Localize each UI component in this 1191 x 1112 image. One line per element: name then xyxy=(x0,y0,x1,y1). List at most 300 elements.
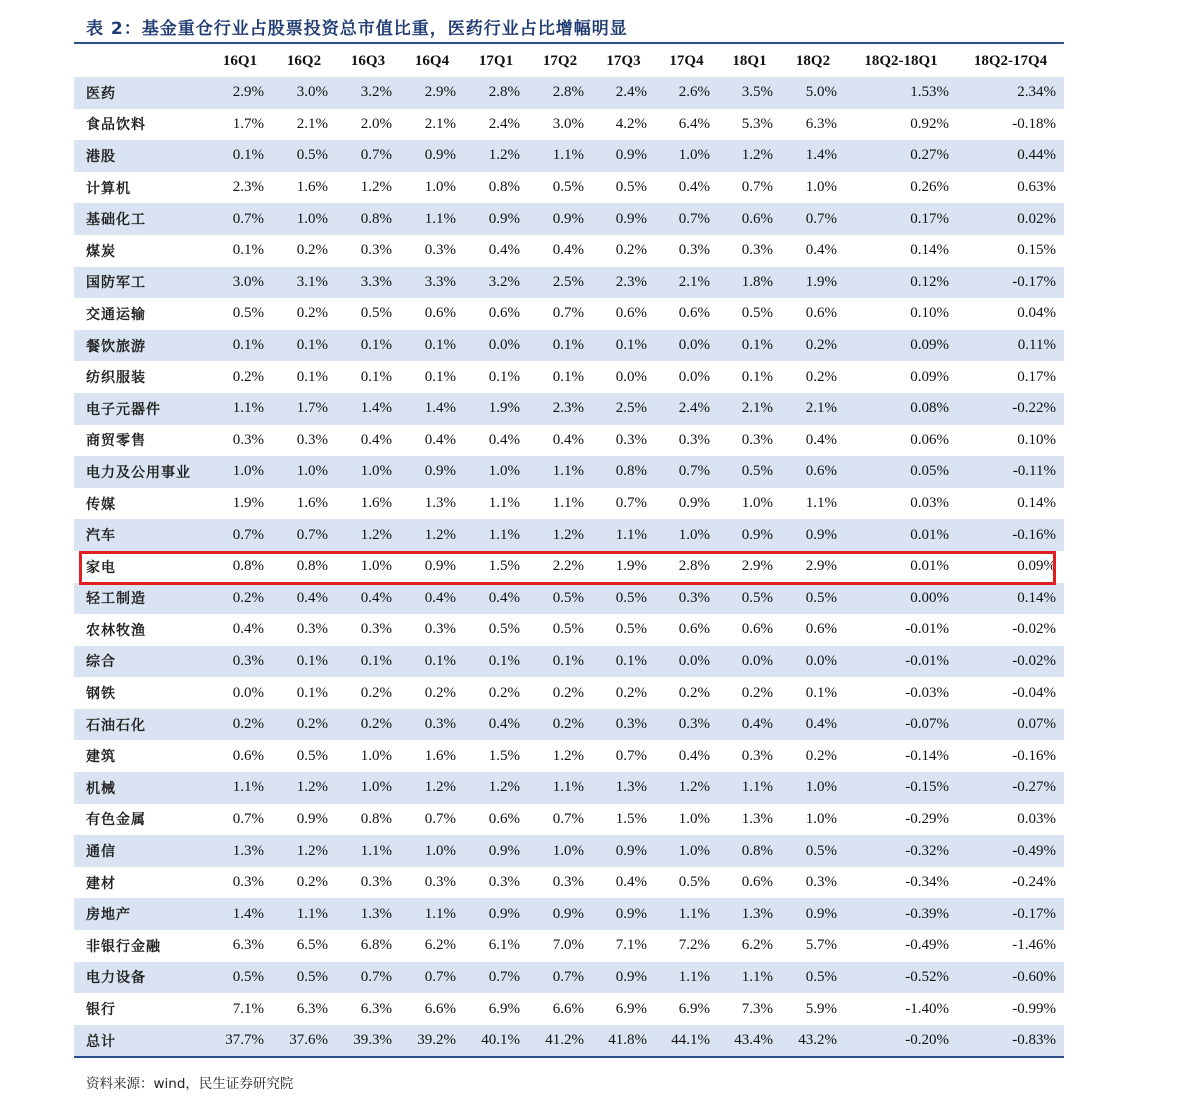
value-cell: 0.9% xyxy=(592,140,655,172)
industry-name: 非银行金融 xyxy=(86,938,161,955)
table-row xyxy=(74,583,1064,615)
value-cell: 0.3% xyxy=(741,747,773,764)
value-cell: 3.3% xyxy=(336,267,400,299)
value-cell: 0.3% xyxy=(296,431,328,448)
value-cell: 0.5% xyxy=(592,583,655,615)
value-cell: 1.6% xyxy=(296,179,328,196)
value-cell: 0.09% xyxy=(1017,558,1056,575)
value-cell: 0.1% xyxy=(208,330,272,362)
value-cell: 0.8% xyxy=(718,835,781,867)
value-cell: 0.5% xyxy=(488,621,520,638)
value-cell: 1.0% xyxy=(336,456,400,488)
value-cell: 0.5% xyxy=(781,962,845,994)
value-cell: 1.2% xyxy=(464,140,528,172)
industry-name: 银行 xyxy=(86,1002,116,1019)
table-row xyxy=(74,709,1064,741)
value-cell: 1.0% xyxy=(805,179,837,196)
table-row xyxy=(74,551,1064,583)
value-cell: 41.8% xyxy=(592,1025,655,1058)
value-cell: -0.01% xyxy=(905,621,949,638)
table-row xyxy=(74,488,1064,520)
value-cell: 1.2% xyxy=(655,772,718,804)
value-cell: 0.3% xyxy=(678,242,710,259)
value-cell: 0.5% xyxy=(615,621,647,638)
industry-name: 交通运输 xyxy=(86,306,146,323)
industry-name: 石油石化 xyxy=(74,709,208,741)
value-cell: 1.53% xyxy=(845,77,957,109)
table-row xyxy=(74,393,1064,425)
value-cell: 1.9% xyxy=(464,393,528,425)
industry-name: 医药 xyxy=(74,77,208,109)
value-cell: 2.1% xyxy=(655,267,718,299)
value-cell: 0.3% xyxy=(232,431,264,448)
value-cell: 0.6% xyxy=(805,305,837,322)
header-period: 17Q2 xyxy=(542,53,578,69)
value-cell: 0.10% xyxy=(1017,431,1056,448)
value-cell: 1.1% xyxy=(655,898,718,930)
value-cell: 0.1% xyxy=(336,330,400,362)
value-cell: 0.14% xyxy=(910,242,949,259)
industry-name: 总计 xyxy=(74,1025,208,1058)
value-cell: -0.29% xyxy=(905,810,949,827)
value-cell: 0.1% xyxy=(464,646,528,678)
value-cell: 2.1% xyxy=(424,115,456,132)
value-cell: 7.0% xyxy=(552,937,584,954)
value-cell: 1.1% xyxy=(208,772,272,804)
value-cell: 1.1% xyxy=(718,962,781,994)
value-cell: 2.1% xyxy=(781,393,845,425)
value-cell: 0.7% xyxy=(615,747,647,764)
value-cell: -0.32% xyxy=(845,835,957,867)
value-cell: 1.6% xyxy=(360,495,392,512)
value-cell: 0.4% xyxy=(678,179,710,196)
value-cell: 39.2% xyxy=(400,1025,464,1058)
value-cell: 0.2% xyxy=(296,305,328,322)
value-cell: 1.2% xyxy=(528,519,592,551)
industry-name: 煤炭 xyxy=(86,243,116,260)
value-cell: 0.4% xyxy=(232,621,264,638)
industry-name: 房地产 xyxy=(74,898,208,930)
value-cell: 0.2% xyxy=(296,874,328,891)
value-cell: 1.0% xyxy=(360,747,392,764)
value-cell: -0.03% xyxy=(905,684,949,701)
value-cell: 0.4% xyxy=(718,709,781,741)
value-cell: 0.09% xyxy=(910,368,949,385)
value-cell: 6.3% xyxy=(805,115,837,132)
industry-name: 钢铁 xyxy=(86,686,116,703)
value-cell: 0.5% xyxy=(552,621,584,638)
value-cell: 6.9% xyxy=(678,1000,710,1017)
header-period: 18Q2-18Q1 xyxy=(864,53,938,69)
value-cell: 1.0% xyxy=(464,456,528,488)
value-cell: 37.7% xyxy=(208,1025,272,1058)
value-cell: 0.3% xyxy=(296,621,328,638)
value-cell: 1.1% xyxy=(528,140,592,172)
value-cell: 0.9% xyxy=(528,898,592,930)
value-cell: 2.3% xyxy=(528,393,592,425)
value-cell: 0.5% xyxy=(781,583,845,615)
table-row xyxy=(74,203,1064,235)
table-row xyxy=(74,804,1064,836)
value-cell: 1.0% xyxy=(360,558,392,575)
value-cell: 0.3% xyxy=(678,431,710,448)
value-cell: 0.1% xyxy=(528,646,592,678)
table-row xyxy=(74,425,1064,457)
value-cell: 0.0% xyxy=(678,368,710,385)
table-row xyxy=(74,646,1064,678)
value-cell: 0.63% xyxy=(1017,179,1056,196)
value-cell: 0.1% xyxy=(488,368,520,385)
value-cell: 6.6% xyxy=(424,1000,456,1017)
value-cell: 1.3% xyxy=(741,810,773,827)
value-cell: 1.0% xyxy=(272,456,336,488)
value-cell: 0.7% xyxy=(424,810,456,827)
value-cell: 0.9% xyxy=(718,519,781,551)
value-cell: 0.27% xyxy=(845,140,957,172)
value-cell: 1.2% xyxy=(272,772,336,804)
header-period: 16Q1 xyxy=(222,53,258,69)
value-cell: 1.6% xyxy=(296,495,328,512)
value-cell: 0.3% xyxy=(360,621,392,638)
industry-name: 电力设备 xyxy=(74,962,208,994)
value-cell: 0.9% xyxy=(464,835,528,867)
value-cell: 7.1% xyxy=(615,937,647,954)
value-cell: 0.04% xyxy=(1017,305,1056,322)
value-cell: 0.2% xyxy=(678,684,710,701)
value-cell: 0.7% xyxy=(464,962,528,994)
value-cell: 0.2% xyxy=(424,684,456,701)
value-cell: 0.6% xyxy=(718,203,781,235)
value-cell: 1.1% xyxy=(488,495,520,512)
value-cell: 0.6% xyxy=(488,810,520,827)
value-cell: -0.14% xyxy=(905,747,949,764)
value-cell: 0.2% xyxy=(296,242,328,259)
value-cell: -0.17% xyxy=(957,267,1064,299)
value-cell: 3.2% xyxy=(464,267,528,299)
value-cell: 1.0% xyxy=(655,835,718,867)
value-cell: 6.2% xyxy=(424,937,456,954)
value-cell: 1.2% xyxy=(336,519,400,551)
value-cell: 0.4% xyxy=(488,431,520,448)
value-cell: 0.2% xyxy=(336,709,400,741)
value-cell: 0.8% xyxy=(360,810,392,827)
value-cell: 0.6% xyxy=(488,305,520,322)
value-cell: 0.07% xyxy=(957,709,1064,741)
value-cell: 0.3% xyxy=(424,874,456,891)
value-cell: 2.0% xyxy=(360,115,392,132)
value-cell: 0.17% xyxy=(845,203,957,235)
value-cell: 3.3% xyxy=(400,267,464,299)
value-cell: -0.16% xyxy=(957,519,1064,551)
value-cell: 0.5% xyxy=(718,456,781,488)
value-cell: 0.7% xyxy=(232,810,264,827)
value-cell: 1.0% xyxy=(655,140,718,172)
value-cell: 0.9% xyxy=(424,558,456,575)
value-cell: 0.4% xyxy=(805,242,837,259)
value-cell: 0.0% xyxy=(655,646,718,678)
value-cell: 0.8% xyxy=(232,558,264,575)
value-cell: 1.2% xyxy=(552,747,584,764)
value-cell: 0.9% xyxy=(592,203,655,235)
value-cell: 6.1% xyxy=(488,937,520,954)
value-cell: 0.9% xyxy=(781,519,845,551)
value-cell: 0.01% xyxy=(845,519,957,551)
value-cell: 1.0% xyxy=(400,835,464,867)
value-cell: 0.0% xyxy=(464,330,528,362)
value-cell: 0.2% xyxy=(741,684,773,701)
value-cell: 0.1% xyxy=(272,646,336,678)
value-cell: 0.6% xyxy=(741,874,773,891)
value-cell: -0.99% xyxy=(1012,1000,1056,1017)
value-cell: 0.4% xyxy=(360,431,392,448)
value-cell: 0.8% xyxy=(336,203,400,235)
value-cell: 0.0% xyxy=(655,330,718,362)
value-cell: 0.7% xyxy=(655,203,718,235)
value-cell: 0.7% xyxy=(272,519,336,551)
industry-name: 纺织服装 xyxy=(86,370,146,387)
value-cell: 6.5% xyxy=(296,937,328,954)
value-cell: 0.7% xyxy=(528,962,592,994)
industry-name: 农林牧渔 xyxy=(86,622,146,639)
value-cell: 6.3% xyxy=(232,937,264,954)
value-cell: 0.92% xyxy=(910,115,949,132)
value-cell: 1.4% xyxy=(781,140,845,172)
value-cell: 0.4% xyxy=(488,242,520,259)
value-cell: 1.1% xyxy=(208,393,272,425)
value-cell: 1.5% xyxy=(488,558,520,575)
value-cell: 0.9% xyxy=(400,140,464,172)
value-cell: 1.0% xyxy=(208,456,272,488)
value-cell: 7.1% xyxy=(232,1000,264,1017)
value-cell: 1.5% xyxy=(615,810,647,827)
value-cell: 0.4% xyxy=(781,709,845,741)
value-cell: -0.02% xyxy=(1012,621,1056,638)
value-cell: 1.1% xyxy=(400,203,464,235)
value-cell: 1.2% xyxy=(272,835,336,867)
value-cell: 1.4% xyxy=(336,393,400,425)
value-cell: 0.01% xyxy=(910,558,949,575)
value-cell: 0.1% xyxy=(272,330,336,362)
value-cell: 0.4% xyxy=(272,583,336,615)
value-cell: 1.7% xyxy=(232,115,264,132)
industry-name: 汽车 xyxy=(74,519,208,551)
table-row xyxy=(74,772,1064,804)
value-cell: 0.7% xyxy=(615,495,647,512)
value-cell: 0.5% xyxy=(718,583,781,615)
value-cell: 0.44% xyxy=(957,140,1064,172)
value-cell: 3.5% xyxy=(718,77,781,109)
value-cell: 0.7% xyxy=(781,203,845,235)
value-cell: 7.3% xyxy=(741,1000,773,1017)
value-cell: 39.3% xyxy=(336,1025,400,1058)
value-cell: 1.1% xyxy=(400,898,464,930)
value-cell: 0.7% xyxy=(655,456,718,488)
value-cell: 2.34% xyxy=(957,77,1064,109)
value-cell: 0.2% xyxy=(488,684,520,701)
table-row xyxy=(74,361,1064,393)
value-cell: 1.1% xyxy=(552,495,584,512)
value-cell: 0.1% xyxy=(805,684,837,701)
value-cell: 0.6% xyxy=(615,305,647,322)
value-cell: 0.5% xyxy=(272,140,336,172)
source-note: 资料来源：wind，民生证券研究院 xyxy=(86,1076,294,1092)
value-cell: -0.15% xyxy=(845,772,957,804)
value-cell: 0.6% xyxy=(781,456,845,488)
table-row xyxy=(74,456,1064,488)
value-cell: 0.2% xyxy=(781,330,845,362)
value-cell: 0.5% xyxy=(232,305,264,322)
value-cell: 0.9% xyxy=(464,898,528,930)
table-row xyxy=(74,962,1064,994)
industry-name: 建材 xyxy=(86,875,116,892)
header-industry xyxy=(74,46,208,77)
value-cell: 0.2% xyxy=(805,747,837,764)
value-cell: 0.2% xyxy=(615,242,647,259)
value-cell: 0.1% xyxy=(336,646,400,678)
value-cell: 0.9% xyxy=(296,810,328,827)
value-cell: 0.0% xyxy=(615,368,647,385)
value-cell: 6.8% xyxy=(360,937,392,954)
value-cell: -0.18% xyxy=(1012,115,1056,132)
value-cell: 0.1% xyxy=(400,646,464,678)
value-cell: -1.40% xyxy=(905,1000,949,1017)
value-cell: 0.08% xyxy=(845,393,957,425)
value-cell: 0.00% xyxy=(845,583,957,615)
value-cell: 1.3% xyxy=(336,898,400,930)
value-cell: 0.5% xyxy=(272,962,336,994)
value-cell: 2.9% xyxy=(805,558,837,575)
value-cell: 2.6% xyxy=(655,77,718,109)
value-cell: -0.49% xyxy=(905,937,949,954)
value-cell: 0.1% xyxy=(232,242,264,259)
value-cell: 1.3% xyxy=(718,898,781,930)
value-cell: -0.07% xyxy=(845,709,957,741)
value-cell: 1.0% xyxy=(678,810,710,827)
value-cell: 0.7% xyxy=(336,140,400,172)
value-cell: 0.3% xyxy=(400,709,464,741)
value-cell: 2.1% xyxy=(718,393,781,425)
industry-name: 食品饮料 xyxy=(86,117,146,134)
value-cell: 0.2% xyxy=(552,684,584,701)
value-cell: 6.9% xyxy=(615,1000,647,1017)
value-cell: 1.1% xyxy=(272,898,336,930)
value-cell: 1.1% xyxy=(528,456,592,488)
value-cell: 6.6% xyxy=(552,1000,584,1017)
value-cell: 0.5% xyxy=(528,583,592,615)
value-cell: 2.4% xyxy=(655,393,718,425)
table-row xyxy=(74,867,1064,899)
value-cell: 0.9% xyxy=(781,898,845,930)
value-cell: -0.60% xyxy=(957,962,1064,994)
value-cell: 0.5% xyxy=(296,747,328,764)
value-cell: -0.52% xyxy=(845,962,957,994)
value-cell: 1.4% xyxy=(400,393,464,425)
value-cell: 1.0% xyxy=(424,179,456,196)
value-cell: 0.12% xyxy=(845,267,957,299)
value-cell: 0.7% xyxy=(400,962,464,994)
value-cell: 0.0% xyxy=(232,684,264,701)
value-cell: 0.1% xyxy=(208,140,272,172)
value-cell: 0.3% xyxy=(741,242,773,259)
table-row xyxy=(74,140,1064,172)
industry-name: 综合 xyxy=(74,646,208,678)
value-cell: 0.6% xyxy=(678,621,710,638)
value-cell: 0.5% xyxy=(781,835,845,867)
industry-name: 电力及公用事业 xyxy=(74,456,208,488)
value-cell: 2.3% xyxy=(592,267,655,299)
header-period: 16Q4 xyxy=(414,53,450,69)
value-cell: 0.6% xyxy=(232,747,264,764)
value-cell: 0.1% xyxy=(296,684,328,701)
value-cell: 1.0% xyxy=(528,835,592,867)
value-cell: 0.5% xyxy=(360,305,392,322)
value-cell: 1.5% xyxy=(488,747,520,764)
value-cell: 0.9% xyxy=(464,203,528,235)
value-cell: -0.11% xyxy=(957,456,1064,488)
value-cell: 1.3% xyxy=(592,772,655,804)
value-cell: 0.3% xyxy=(592,709,655,741)
table-row xyxy=(74,519,1064,551)
value-cell: 2.2% xyxy=(552,558,584,575)
value-cell: 1.2% xyxy=(718,140,781,172)
value-cell: 0.3% xyxy=(655,709,718,741)
value-cell: -0.02% xyxy=(957,646,1064,678)
value-cell: 0.1% xyxy=(592,646,655,678)
table-header-row xyxy=(74,46,1064,77)
value-cell: 0.3% xyxy=(360,242,392,259)
value-cell: 0.1% xyxy=(360,368,392,385)
value-cell: 0.9% xyxy=(678,495,710,512)
value-cell: 1.3% xyxy=(208,835,272,867)
value-cell: 6.2% xyxy=(741,937,773,954)
value-cell: 0.8% xyxy=(592,456,655,488)
table-row xyxy=(74,993,1064,1025)
industry-name: 基础化工 xyxy=(74,203,208,235)
value-cell: 5.7% xyxy=(805,937,837,954)
table-row xyxy=(74,330,1064,362)
value-cell: 1.2% xyxy=(400,772,464,804)
value-cell: 0.1% xyxy=(424,368,456,385)
value-cell: 0.3% xyxy=(552,874,584,891)
header-period: 17Q4 xyxy=(669,53,704,69)
value-cell: 0.1% xyxy=(718,330,781,362)
industry-name: 建筑 xyxy=(86,749,116,766)
value-cell: 5.0% xyxy=(781,77,845,109)
value-cell: 0.7% xyxy=(208,519,272,551)
table-title: 表 2：基金重仓行业占股票投资总市值比重，医药行业占比增幅明显 xyxy=(86,19,628,39)
value-cell: -0.27% xyxy=(957,772,1064,804)
industry-name: 家电 xyxy=(86,559,116,576)
value-cell: 1.1% xyxy=(336,835,400,867)
value-cell: -0.17% xyxy=(957,898,1064,930)
value-cell: 0.3% xyxy=(208,646,272,678)
value-cell: 1.0% xyxy=(805,810,837,827)
value-cell: -1.46% xyxy=(1012,937,1056,954)
value-cell: 0.15% xyxy=(1017,242,1056,259)
value-cell: 0.1% xyxy=(741,368,773,385)
value-cell: 0.4% xyxy=(615,874,647,891)
value-cell: 1.1% xyxy=(528,772,592,804)
value-cell: 1.1% xyxy=(805,495,837,512)
value-cell: 0.8% xyxy=(296,558,328,575)
value-cell: -0.20% xyxy=(845,1025,957,1058)
value-cell: 6.3% xyxy=(360,1000,392,1017)
header-period: 17Q3 xyxy=(606,53,641,69)
value-cell: 0.5% xyxy=(741,305,773,322)
value-cell: 0.3% xyxy=(615,431,647,448)
value-cell: 0.4% xyxy=(805,431,837,448)
value-cell: 0.3% xyxy=(424,242,456,259)
